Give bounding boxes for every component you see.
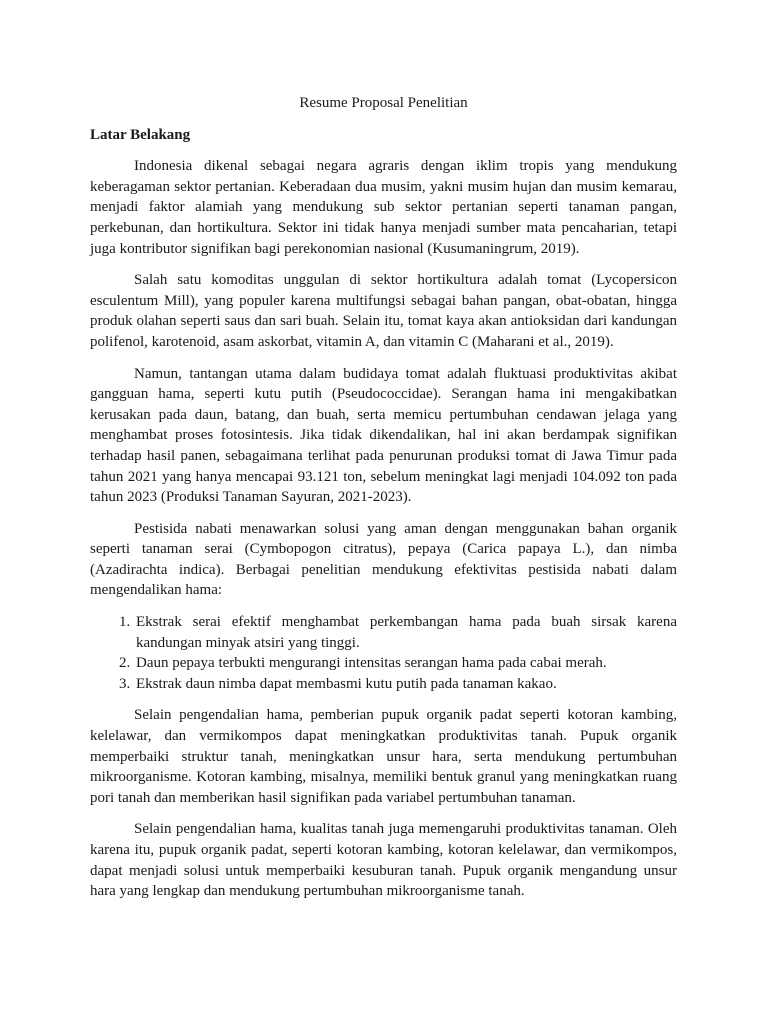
document-title: Resume Proposal Penelitian [299,95,468,111]
numbered-list [90,612,677,694]
document-body [90,93,677,913]
section-heading: Latar Belakang [90,126,191,143]
list-item: 2. Daun pepaya terbukti mengurangi intensitas serangan hama pada cabai merah. [134,653,677,674]
paragraph: Pestisida nabati menawarkan solusi yang aman dengan menggunakan bahan organik seperti tanaman serai (Cymbopogon citratus), pepaya (Carica papaya L.), dan nimba (Azadirachta indica). Berbagai penelitian mendukung efektivitas pestisida nabati dalam mengendalikan hama: [90,520,677,599]
paragraph: Salah satu komoditas unggulan di sektor hortikultura adalah tomat (Lycopersicon esculentum Mill), yang populer karena multifungsi sebagai bahan pangan, obat-obatan, hingga produk olahan seperti saus dan sari buah. Selain itu, tomat kaya akan antioksidan dari kandungan polifenol, karotenoid, asam askorbat, vitamin A, dan vitamin C (Maharani et al., 2019). [90,272,677,350]
paragraph: Selain pengendalian hama, pemberian pupuk organik padat seperti kotoran kambing, kelelawar, dan vermikompos dapat meningkatkan produktivitas tanah. Pupuk organik memperbaiki struktur tanah, meningkatkan unsur hara, serta mendukung pertumbuhan mikroorganisme. Kotoran kambing, misalnya, memiliki bentuk granul yang meningkatkan ruang pori tanah dan memberikan hasil signifikan pada variabel pertumbuhan tanaman. [90,707,677,806]
list-item: 1. Ekstrak serai efektif menghambat perkembangan hama pada buah sirsak karena kandungan minyak atsiri yang tinggi. [134,612,677,653]
paragraph: Namun, tantangan utama dalam budidaya tomat adalah fluktuasi produktivitas akibat gangguan hama, seperti kutu putih (Pseudococcidae). Serangan hama ini mengakibatkan kerusakan pada daun, batang, dan buah, serta memicu pertumbuhan cendawan jelaga yang menghambat proses fotosintesis. Jika tidak dikendalikan, hal ini akan berdampak signifikan terhadap hasil panen, sebagaimana terlihat pada penurunan produksi tomat di Jawa Timur pada tahun 2021 yang hanya mencapai 93.121 ton, sebelum meningkat lagi menjadi 104.092 ton pada tahun 2023 (Produksi Tanaman Sayuran, 2021-2023). [90,365,677,506]
paragraph: Selain pengendalian hama, kualitas tanah juga memengaruhi produktivitas tanaman. Oleh karena itu, pupuk organik padat, seperti kotoran kambing, kotoran kelelawar, dan vermikompos, dapat menjadi solusi untuk memperbaiki kesuburan tanah. Pupuk organik mengandung unsur hara yang lengkap dan mendukung pertumbuhan mikroorganisme tanah. [90,821,677,900]
list-item: 3. Ekstrak daun nimba dapat membasmi kutu putih pada tanaman kakao. [134,674,677,695]
paragraph: Indonesia dikenal sebagai negara agraris dengan iklim tropis yang mendukung keberagaman sektor pertanian. Keberadaan dua musim, yakni musim hujan dan musim kemarau, menjadi faktor alamiah yang mendukung sub sektor pertanian seperti tanaman pangan, perkebunan, dan hortikultura. Sektor ini tidak hanya menjadi sumber mata pencaharian, tetapi juga kontributor signifikan bagi perekonomian nasional (Kusumaningrum, 2019). [90,158,677,257]
